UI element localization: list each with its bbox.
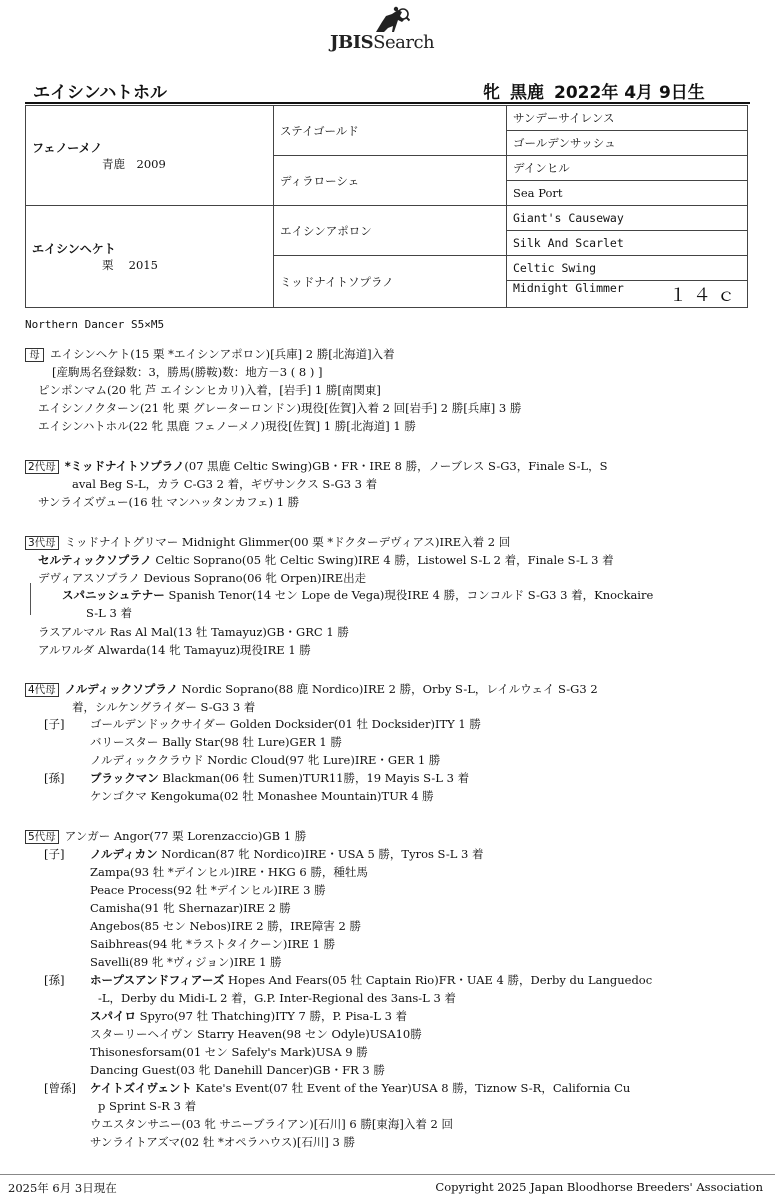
g4-grand-1: ブラックマン Blackman(06 牡 Sumen)TUR11勝，19 Mayis S-L 3 着 <box>90 771 470 785</box>
g5-child-1: ノルディカン Nordican(87 牝 Nordico)IRE・USA 5 勝，Tyros S-L 3 着 <box>90 847 484 861</box>
gen-badge-2: 2代母 <box>25 460 59 474</box>
g5-grand-1: ホープスアンドフィアーズ Hopes And Fears(05 牡 Captain Rio)FR・UAE 4 勝，Derby du Languedoc <box>90 973 653 987</box>
copyright: Copyright 2025 Japan Bloodhorse Breeders' Association <box>435 1180 763 1194</box>
g2-record-cont: aval Beg S-L，カラ C-G3 2 着，ギヴサンクス S-G3 3 着 <box>72 477 378 491</box>
sds[interactable]: デインヒル <box>507 156 748 181</box>
g3-l1-name[interactable]: セルティックソプラノ <box>38 553 152 567</box>
g5-name[interactable]: アンガー Angor(77 栗 Lorenzaccio)GB 1 勝 <box>64 829 307 843</box>
g1-line-3[interactable]: エイシンノクターン(21 牝 栗 グレーターロンドン)現役[佐賀]入着 2 回[岩手] 2 勝[兵庫] 3 勝 <box>38 401 522 415</box>
sire-sire[interactable]: ステイゴールド <box>274 106 507 156</box>
family-number: １４ｃ <box>669 285 741 306</box>
sire-name[interactable]: フェノーメノ <box>32 141 103 155</box>
g3-line-5[interactable]: アルワルダ Alwarda(14 牝 Tamayuz)現役IRE 1 勝 <box>38 643 311 657</box>
g4-child-1[interactable]: ゴールデンドックサイダー Golden Docksider(01 牡 Docksider)ITY 1 勝 <box>90 717 481 731</box>
g4-gc1-name[interactable]: ブラックマン <box>90 771 159 785</box>
g3-name[interactable]: ミッドナイトグリマー Midnight Glimmer(00 栗 *ドクターデヴィアス)IRE入着 2 回 <box>64 535 511 549</box>
ddd[interactable]: Midnight Glimmer <box>513 281 624 295</box>
g5-grand-1-cont: -L，Derby du Midi-L 2 着，G.P. Inter-Regional des 3ans-L 3 着 <box>98 991 456 1005</box>
header-rule <box>25 102 750 104</box>
dss[interactable]: Giant's Causeway <box>507 206 748 231</box>
g3-line-3-cont: S-L 3 着 <box>86 606 132 620</box>
g4-head-cont: 着，シルケングライダー S-G3 3 着 <box>72 700 256 714</box>
sire-dam[interactable]: ディラローシェ <box>274 156 507 206</box>
g5-child-2[interactable]: Zampa(93 牡 *デインヒル)IRE・HKG 6 勝，種牡馬 <box>90 865 368 879</box>
g5-c1-name[interactable]: ノルディカン <box>90 847 158 861</box>
g1-line-4[interactable]: エイシンハトホル(22 牝 黒鹿 フェノーメノ)現役[佐賀] 1 勝[北海道] 1 勝 <box>38 419 416 433</box>
logo-text: JBISSearch <box>330 32 435 53</box>
dam-sire[interactable]: エイシンアポロン <box>274 206 507 256</box>
g5-head <box>25 828 306 844</box>
g3-line-3: スパニッシュテナー Spanish Tenor(14 セン Lope de Vega)現役IRE 4 勝，コンコルド S-G3 3 着，Knockaire <box>62 588 654 602</box>
g1-line-1: [産駒馬名登録数：3，勝馬(勝鞍)数：地方－3 ( 8 ) ] <box>52 365 323 379</box>
ddd-cell <box>507 281 748 308</box>
sss[interactable]: サンデーサイレンス <box>507 106 748 131</box>
g5-great-1: ケイトズイヴェント Kate's Event(07 牡 Event of the Year)USA 8 勝，Tiznow S-R，California Cu <box>90 1081 631 1095</box>
g4-child-2[interactable]: バリースター Bally Star(98 牡 Lure)GER 1 勝 <box>90 735 342 749</box>
dam-cell <box>26 206 274 308</box>
g5-ggc1-name[interactable]: ケイトズイヴェント <box>90 1081 192 1095</box>
g3-line-4[interactable]: ラスアルマル Ras Al Mal(13 牡 Tamayuz)GB・GRC 1 勝 <box>38 625 349 639</box>
g5-grand-4[interactable]: Thisonesforsam(01 セン Safely's Mark)USA 9 勝 <box>90 1045 368 1059</box>
gen-badge-4: 4代母 <box>25 683 59 697</box>
g4-head: 4代母 ノルディックソプラノ Nordic Soprano(88 鹿 Nordico)IRE 2 勝，Orby S-L，レイルウェイ S-G3 2 <box>25 681 598 697</box>
g5-child-4[interactable]: Camisha(91 牝 Shernazar)IRE 2 勝 <box>90 901 291 915</box>
inbreeding-note: Northern Dancer S5×M5 <box>25 318 165 331</box>
g3-l3-name[interactable]: スパニッシュテナー <box>62 588 165 602</box>
coat-color: 黒鹿 <box>510 83 544 103</box>
g4-name[interactable]: ノルディックソプラノ <box>64 682 178 696</box>
g5-child-5[interactable]: Angebos(85 セン Nebos)IRE 2 勝，IRE障害 2 勝 <box>90 919 361 933</box>
g4-child-3[interactable]: ノルディッククラウド Nordic Cloud(97 牝 Lure)IRE・GER 1 勝 <box>90 753 441 767</box>
dsd[interactable]: Silk And Scarlet <box>507 231 748 256</box>
g5-gc2-name[interactable]: スパイロ <box>90 1009 136 1023</box>
pedigree-table <box>25 105 748 308</box>
g5-child-label: [子] <box>44 847 65 861</box>
horse-header <box>25 78 750 102</box>
g5-grand-2: スパイロ Spyro(97 牡 Thatching)ITY 7 勝，P. Pisa-L 3 着 <box>90 1009 408 1023</box>
g5-grand-5[interactable]: Dancing Guest(03 牝 Danehill Dancer)GB・FR 3 勝 <box>90 1063 385 1077</box>
jbis-logo[interactable] <box>300 4 480 56</box>
g2-record: (07 黒鹿 Celtic Swing)GB・FR・IRE 8 勝，ノーブレス S-G3，Finale S-L，S <box>184 459 608 473</box>
g5-great-label: [曾孫] <box>44 1081 76 1095</box>
descendant-bar <box>30 583 31 615</box>
g5-great-1-cont: p Sprint S-R 3 着 <box>98 1099 197 1113</box>
sire-detail: 青鹿 2009 <box>102 157 166 171</box>
horse-profile <box>483 78 705 103</box>
g3-line-2[interactable]: デヴィアスソプラノ Devious Soprano(06 牝 Orpen)IRE出走 <box>38 571 367 585</box>
gen-badge-5: 5代母 <box>25 830 59 844</box>
g5-grand-3[interactable]: スターリーヘイヴン Starry Heaven(98 セン Odyle)USA10勝 <box>90 1027 422 1041</box>
g3-head <box>25 534 510 550</box>
g2-line-2[interactable]: サンライズヴュー(16 牡 マンハッタンカフェ) 1 勝 <box>38 495 300 509</box>
g4-grand-label: [孫] <box>44 771 65 785</box>
birth-date: 2022年 4月 9日生 <box>554 83 705 103</box>
g5-gc1-name[interactable]: ホープスアンドフィアーズ <box>90 973 225 987</box>
g5-great-2[interactable]: ウエスタンサニー(03 牝 サニーブライアン)[石川] 6 勝[東海]入着 2 回 <box>90 1117 453 1131</box>
g5-grand-label: [孫] <box>44 973 65 987</box>
g4-grand-2[interactable]: ケンゴクマ Kengokuma(02 牡 Monashee Mountain)TUR 4 勝 <box>90 789 434 803</box>
horse-name: エイシンハトホル <box>33 83 168 103</box>
g5-child-6[interactable]: Saibhreas(94 牝 *ラストタイクーン)IRE 1 勝 <box>90 937 336 951</box>
dds[interactable]: Celtic Swing <box>507 256 748 281</box>
sdd[interactable]: Sea Port <box>507 181 748 206</box>
g1-line-0[interactable]: エイシンヘケト(15 栗 *エイシンアポロン)[兵庫] 2 勝[北海道]入着 <box>50 347 395 361</box>
g4-child-label: [子] <box>44 717 65 731</box>
sire-cell <box>26 106 274 206</box>
sex: 牝 <box>483 83 500 103</box>
g5-child-3[interactable]: Peace Process(92 牡 *デインヒル)IRE 3 勝 <box>90 883 326 897</box>
gen-badge-3: 3代母 <box>25 536 59 550</box>
g2-head <box>25 458 607 474</box>
dam-detail: 栗 2015 <box>102 258 158 272</box>
ssd[interactable]: ゴールデンサッシュ <box>507 131 748 156</box>
footer-rule <box>0 1174 775 1175</box>
g5-child-7[interactable]: Savelli(89 牝 *ヴィジョン)IRE 1 勝 <box>90 955 282 969</box>
g1-head <box>25 346 395 362</box>
gen-badge-1: 母 <box>25 348 44 362</box>
g5-great-3[interactable]: サンライトアズマ(02 牡 *オペラハウス)[石川] 3 勝 <box>90 1135 355 1149</box>
dam-dam[interactable]: ミッドナイトソプラノ <box>274 256 507 308</box>
g2-name[interactable]: *ミッドナイトソプラノ <box>64 459 185 473</box>
g3-line-1: セルティックソプラノ Celtic Soprano(05 牝 Celtic Swing)IRE 4 勝，Listowel S-L 2 着，Finale S-L 3 着 <box>38 553 614 567</box>
as-of-date: 2025年 6月 3日現在 <box>8 1181 117 1195</box>
g1-line-2[interactable]: ピンポンマム(20 牝 芦 エイシンヒカリ)入着，[岩手] 1 勝[南関東] <box>38 383 381 397</box>
dam-name[interactable]: エイシンヘケト <box>32 242 116 256</box>
